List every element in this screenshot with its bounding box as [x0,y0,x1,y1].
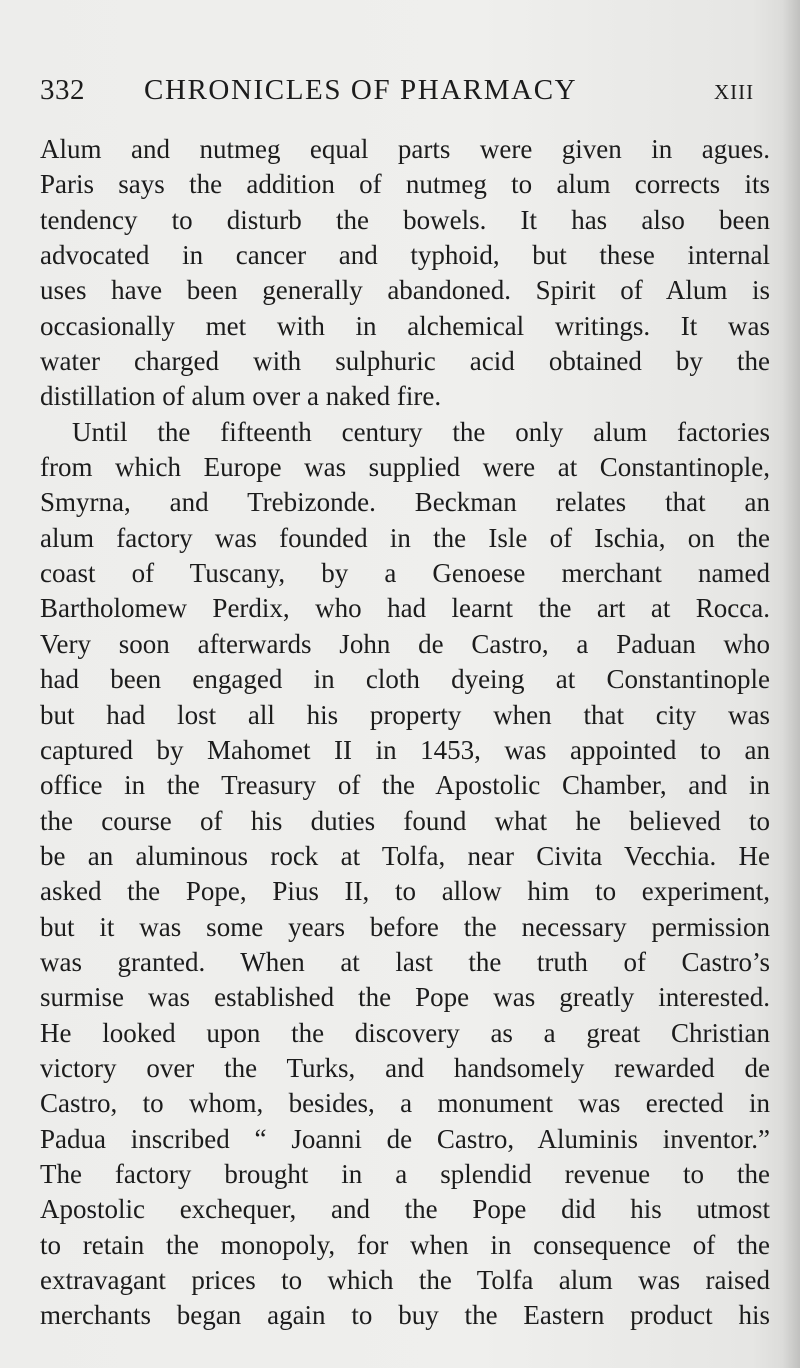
text-line: but had lost all his property when that city was [40,699,770,730]
text-line: Bartholomew Perdix, who had learnt the art at Rocca. [40,593,770,624]
text-line: uses have been generally abandoned. Spirit of Alum is [40,275,770,306]
text-line: advocated in cancer and typhoid, but these internal [40,240,770,271]
text-line: captured by Mahomet II in 1453, was appointed to an [40,734,770,765]
page-edge-shadow [782,0,800,1368]
body-text [40,132,770,1334]
text-line: office in the Treasury of the Apostolic Chamber, and in [40,770,770,801]
text-line: Apostolic exchequer, and the Pope did his utmost [40,1194,770,1225]
text-line: but it was some years before the necessary permission [40,911,770,942]
text-line: alum factory was founded in the Isle of Ischia, on the [40,522,770,553]
text-line: was granted. When at last the truth of Castro’s [40,946,770,977]
text-line: Padua inscribed “ Joanni de Castro, Aluminis inventor.” [40,1123,770,1154]
text-line: distillation of alum over a naked fire. [40,381,442,412]
text-line: tendency to disturb the bowels. It has also been [40,204,770,235]
text-line: occasionally met with in alchemical writings. It was [40,310,770,341]
text-line: had been engaged in cloth dyeing at Constantinople [40,664,770,695]
text-line: Very soon afterwards John de Castro, a Paduan who [40,628,770,659]
text-line: water charged with sulphuric acid obtained by the [40,346,770,377]
text-line: the course of his duties found what he believed to [40,805,770,836]
chapter-numeral: XIII [714,80,755,104]
page-number: 332 [40,74,85,106]
text-line: from which Europe was supplied were at Constantinople, [40,452,770,483]
text-line: be an aluminous rock at Tolfa, near Civita Vecchia. He [40,840,770,871]
book-title: CHRONICLES OF PHARMACY [144,74,578,106]
running-head [40,74,770,114]
text-line: merchants began again to buy the Eastern product his [40,1300,770,1331]
text-line: He looked upon the discovery as a great Christian [40,1017,770,1048]
text-line: victory over the Turks, and handsomely rewarded de [40,1052,770,1083]
text-line: Castro, to whom, besides, a monument was erected in [40,1088,770,1119]
text-line: Paris says the addition of nutmeg to alum corrects its [40,169,770,200]
text-line: extravagant prices to which the Tolfa alum was raised [40,1265,770,1295]
text-line: asked the Pope, Pius II, to allow him to experiment, [40,876,770,907]
text-line: Alum and nutmeg equal parts were given in agues. [40,134,770,164]
text-line: Smyrna, and Trebizonde. Beckman relates that an [40,487,770,518]
text-line: surmise was established the Pope was greatly interested. [40,982,770,1013]
text-line: Until the fifteenth century the only alum factories [72,416,770,447]
text-line: to retain the monopoly, for when in consequence of the [40,1229,770,1260]
text-line: coast of Tuscany, by a Genoese merchant named [40,558,770,589]
text-line: The factory brought in a splendid revenue to the [40,1158,770,1189]
